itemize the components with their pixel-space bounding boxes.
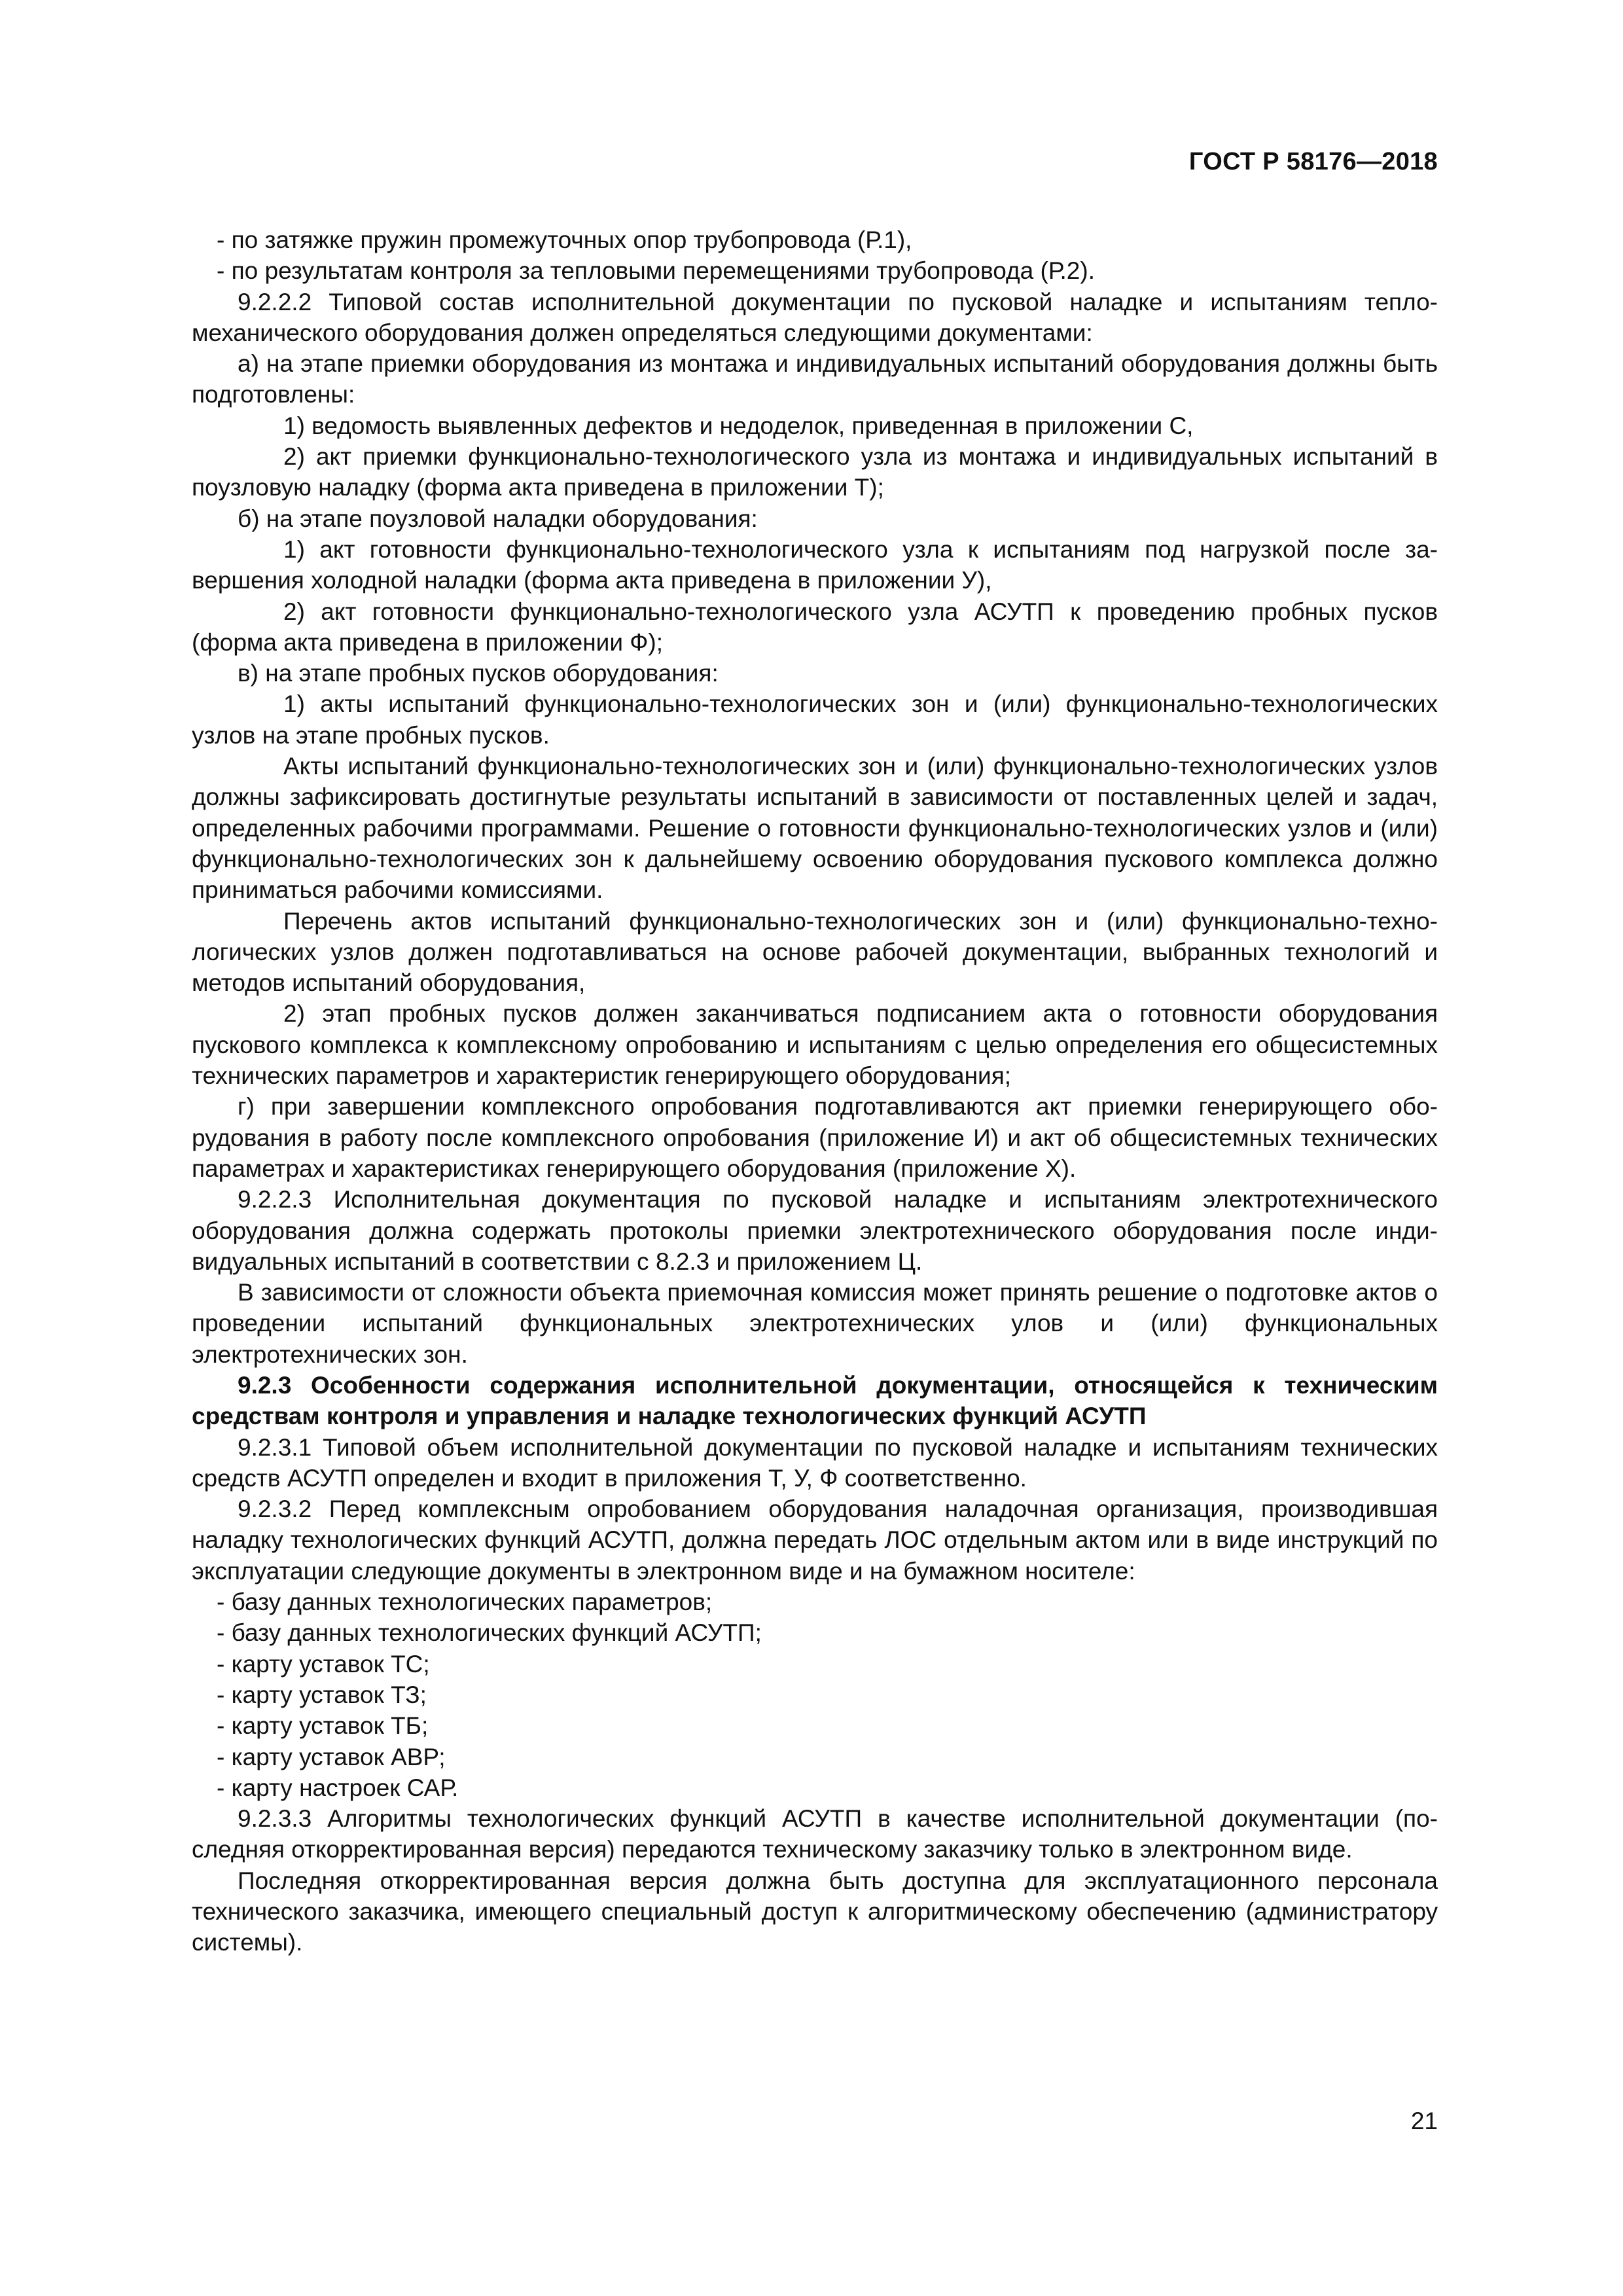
- paragraph: 2) акт приемки функционально-технологического узла из монтажа и индивидуальных испытаний в поузловую наладку (форма акта приведена в приложении Т);: [192, 443, 1438, 501]
- document-body: [192, 224, 1438, 1958]
- list-item: - карту настроек САР.: [217, 1774, 459, 1801]
- list-item: - карту уставок АВР;: [217, 1743, 446, 1770]
- list-item: - по затяжке пружин промежуточных опор трубопровода (Р.1),: [217, 226, 912, 253]
- document-code-header: ГОСТ Р 58176—2018: [1188, 148, 1438, 175]
- section-heading: 9.2.3 Особенности содержания исполнительной документации, относящейся к техническим средствам контроля и управления и наладке технологических функций АСУТП: [192, 1371, 1438, 1430]
- paragraph: б) на этапе поузловой наладки оборудования:: [238, 505, 758, 532]
- list-item: - базу данных технологических функций АСУТП;: [217, 1619, 762, 1647]
- paragraph: 1) акт готовности функционально-технологического узла к испытаниям под нагрузкой после завершения холодной наладки (форма акта приведена в приложении У),: [192, 535, 1438, 594]
- list-item: - карту уставок ТЗ;: [217, 1681, 427, 1708]
- paragraph: 9.2.2.2 Типовой состав исполнительной документации по пусковой наладке и испытаниям тепломеханического оборудования должен определяться следующими документами:: [192, 288, 1438, 346]
- paragraph: Акты испытаний функционально-технологических зон и (или) функционально-технологических узлов должны зафиксировать достигнутые результаты испытаний в зависимости от поставленных целей и задач, определенных рабочими программами. Решение о готовности функционально-технологических узлов и (или) функционально-технологических зон к дальнейшему освоению оборудования пускового комплекса должно приниматься рабочими комиссиями.: [192, 753, 1438, 904]
- list-item: - карту уставок ТС;: [217, 1650, 430, 1677]
- paragraph: Последняя откорректированная версия должна быть доступна для эксплуатационного персонала технического заказчика, имеющего специальный доступ к алгоритмическому обеспечению (администратору системы).: [192, 1867, 1438, 1956]
- paragraph: 9.2.2.3 Исполнительная документация по пусковой наладке и испытаниям электротехнического оборудования должна содержать протоколы приемки электротехнического оборудования после индивидуальных испытаний в соответствии с 8.2.3 и приложением Ц.: [192, 1186, 1438, 1275]
- paragraph: в) на этапе пробных пусков оборудования:: [238, 660, 719, 687]
- paragraph: 1) акты испытаний функционально-технологических зон и (или) функционально-технологических узлов на этапе пробных пусков.: [192, 691, 1438, 749]
- paragraph: 1) ведомость выявленных дефектов и недоделок, приведенная в приложении С,: [283, 412, 1194, 439]
- list-item: - по результатам контроля за тепловыми перемещениями трубопровода (Р.2).: [217, 257, 1095, 285]
- paragraph: 9.2.3.1 Типовой объем исполнительной документации по пусковой наладке и испытаниям технических средств АСУТП определен и входит в приложения Т, У, Ф соответственно.: [192, 1433, 1438, 1492]
- paragraph: 2) акт готовности функционально-технологического узла АСУТП к проведению пробных пусков (форма акта приведена в приложении Ф);: [192, 598, 1438, 656]
- paragraph: 9.2.3.3 Алгоритмы технологических функций АСУТП в качестве исполнительной документации (последняя откорректированная версия) передаются техническому заказчику только в электронном виде.: [192, 1805, 1438, 1863]
- paragraph: 2) этап пробных пусков должен заканчиваться подписанием акта о готовности оборудования пускового комплекса к комплексному опробованию и испытаниям с целью определения его общесистемных технических параметров и характеристик генерирующего оборудования;: [192, 1000, 1438, 1090]
- paragraph: Перечень актов испытаний функционально-технологических зон и (или) функционально-технологических узлов должен подготавливаться на основе рабочей документации, выбранных технологий и методов испытаний оборудования,: [192, 907, 1438, 997]
- list-item: - базу данных технологических параметров;: [217, 1588, 713, 1616]
- list-item: - карту уставок ТБ;: [217, 1712, 429, 1740]
- paragraph: 9.2.3.2 Перед комплексным опробованием оборудования наладочная организация, производившая наладку технологических функций АСУТП, должна передать ЛОС отдельным актом или в виде инструкций по эксплуатации следующие документы в электронном виде и на бумажном носителе:: [192, 1496, 1438, 1585]
- paragraph: В зависимости от сложности объекта приемочная комиссия может принять решение о подготовке актов о проведении испытаний функциональных электротехнических улов и (или) функциональных электротехнических зон.: [192, 1279, 1438, 1368]
- paragraph: г) при завершении комплексного опробования подготавливаются акт приемки генерирующего оборудования в работу после комплексного опробования (приложение И) и акт об общесистемных технических параметрах и характеристиках генерирующего оборудования (приложение Х).: [192, 1093, 1438, 1182]
- page-number: 21: [1410, 2108, 1438, 2134]
- paragraph: а) на этапе приемки оборудования из монтажа и индивидуальных испытаний оборудования должны быть подготовлены:: [192, 350, 1438, 408]
